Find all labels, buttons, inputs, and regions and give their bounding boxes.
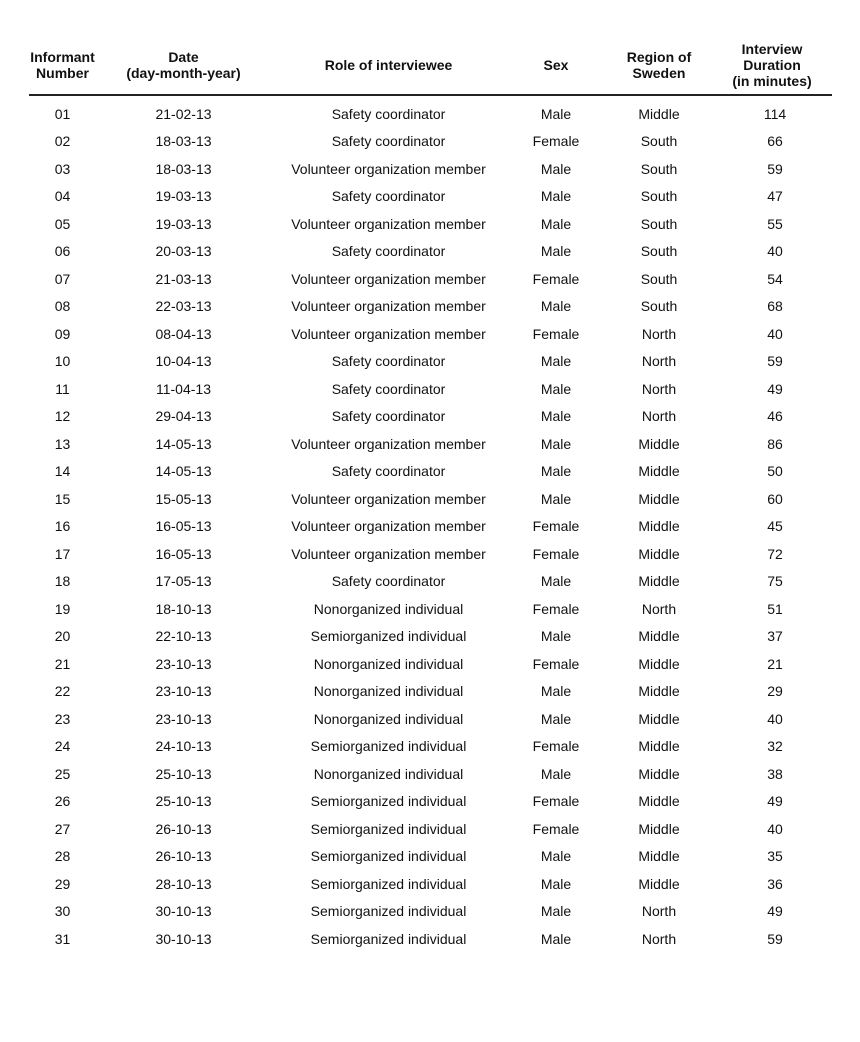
cell-duration: 47 [767, 188, 783, 205]
table-row [29, 843, 832, 871]
cell-duration: 46 [767, 408, 783, 425]
table-row [29, 540, 832, 568]
cell-informant-number: 21 [54, 655, 71, 672]
cell-date: 20-03-13 [155, 243, 212, 260]
cell-role: Safety coordinator [331, 133, 446, 150]
cell-region: Middle [638, 573, 680, 590]
table-row [29, 733, 832, 761]
table-row [29, 925, 832, 953]
cell-role: Safety coordinator [331, 573, 446, 590]
cell-informant-number: 15 [54, 490, 71, 507]
cell-region: South [640, 133, 678, 150]
cell-sex: Male [540, 380, 572, 397]
cell-informant-number: 27 [54, 820, 71, 837]
cell-role: Nonorganized individual [313, 710, 464, 727]
cell-informant-number: 31 [54, 930, 71, 947]
cell-role: Volunteer organization member [291, 545, 486, 562]
informants-table [29, 36, 832, 953]
cell-date: 26-10-13 [155, 848, 212, 865]
cell-informant-number: 10 [54, 353, 71, 370]
cell-duration: 59 [767, 930, 783, 947]
table-row [29, 788, 832, 816]
cell-date: 25-10-13 [155, 765, 212, 782]
cell-duration: 49 [767, 380, 783, 397]
cell-duration: 49 [767, 793, 783, 810]
cell-role: Volunteer organization member [291, 518, 486, 535]
cell-sex: Male [540, 628, 572, 645]
cell-region: South [640, 160, 678, 177]
cell-informant-number: 16 [54, 518, 71, 535]
cell-region: Middle [638, 655, 680, 672]
cell-sex: Male [540, 353, 572, 370]
cell-date: 23-10-13 [155, 710, 212, 727]
cell-duration: 36 [767, 875, 783, 892]
cell-sex: Male [540, 683, 572, 700]
cell-date: 25-10-13 [155, 793, 212, 810]
header-date: Date (day-month-year) [96, 36, 271, 95]
cell-sex: Male [540, 215, 572, 232]
cell-sex: Male [540, 243, 572, 260]
cell-role: Safety coordinator [331, 408, 446, 425]
header-row [29, 36, 832, 95]
table-row [29, 898, 832, 926]
table-row [29, 485, 832, 513]
table-row [29, 155, 832, 183]
cell-region: North [641, 380, 677, 397]
table-body [29, 95, 832, 953]
cell-role: Nonorganized individual [313, 600, 464, 617]
cell-informant-number: 08 [54, 298, 71, 315]
cell-duration: 35 [767, 848, 783, 865]
cell-duration: 66 [767, 133, 783, 150]
table-row [29, 568, 832, 596]
cell-informant-number: 06 [54, 243, 71, 260]
cell-date: 30-10-13 [155, 930, 212, 947]
cell-informant-number: 17 [54, 545, 71, 562]
cell-role: Volunteer organization member [291, 435, 486, 452]
cell-role: Nonorganized individual [313, 655, 464, 672]
cell-role: Semiorganized individual [310, 738, 467, 755]
cell-duration: 40 [767, 243, 783, 260]
cell-informant-number: 26 [54, 793, 71, 810]
table-row [29, 128, 832, 156]
table-header [29, 36, 832, 95]
cell-informant-number: 05 [54, 215, 71, 232]
cell-date: 15-05-13 [155, 490, 212, 507]
cell-duration: 54 [767, 270, 783, 287]
cell-informant-number: 30 [54, 903, 71, 920]
cell-region: Middle [638, 105, 680, 122]
table-row [29, 705, 832, 733]
cell-date: 24-10-13 [155, 738, 212, 755]
cell-date: 30-10-13 [155, 903, 212, 920]
cell-date: 14-05-13 [155, 463, 212, 480]
cell-region: South [640, 188, 678, 205]
cell-duration: 21 [767, 655, 783, 672]
table-row [29, 815, 832, 843]
cell-sex: Female [532, 545, 580, 562]
cell-role: Volunteer organization member [291, 325, 486, 342]
cell-role: Safety coordinator [331, 463, 446, 480]
cell-role: Volunteer organization member [291, 270, 486, 287]
table-row [29, 183, 832, 211]
cell-informant-number: 25 [54, 765, 71, 782]
cell-region: Middle [638, 793, 680, 810]
cell-date: 14-05-13 [155, 435, 212, 452]
cell-informant-number: 09 [54, 325, 71, 342]
header-duration: Interview Duration (in minutes) [712, 36, 832, 95]
header-informant-number: Informant Number [29, 36, 96, 95]
cell-duration: 40 [767, 325, 783, 342]
cell-sex: Male [540, 710, 572, 727]
cell-duration: 72 [767, 545, 783, 562]
cell-region: North [641, 600, 677, 617]
cell-date: 18-03-13 [155, 133, 212, 150]
cell-sex: Male [540, 875, 572, 892]
header-region: Region of Sweden [606, 36, 712, 95]
cell-region: Middle [638, 875, 680, 892]
cell-informant-number: 20 [54, 628, 71, 645]
cell-sex: Male [540, 903, 572, 920]
table-row [29, 650, 832, 678]
table-row [29, 265, 832, 293]
cell-region: Middle [638, 683, 680, 700]
cell-region: Middle [638, 490, 680, 507]
cell-date: 23-10-13 [155, 683, 212, 700]
cell-date: 28-10-13 [155, 875, 212, 892]
cell-duration: 32 [767, 738, 783, 755]
cell-duration: 59 [767, 160, 783, 177]
cell-date: 16-05-13 [155, 518, 212, 535]
table-row [29, 458, 832, 486]
cell-date: 10-04-13 [155, 353, 212, 370]
cell-duration: 50 [767, 463, 783, 480]
cell-region: South [640, 215, 678, 232]
cell-role: Semiorganized individual [310, 793, 467, 810]
cell-duration: 114 [763, 105, 787, 122]
header-role: Role of interviewee [271, 36, 506, 95]
cell-region: South [640, 270, 678, 287]
cell-duration: 49 [767, 903, 783, 920]
cell-informant-number: 14 [54, 463, 71, 480]
cell-role: Semiorganized individual [310, 930, 467, 947]
cell-duration: 75 [767, 573, 783, 590]
cell-region: Middle [638, 435, 680, 452]
cell-region: Middle [638, 710, 680, 727]
cell-role: Nonorganized individual [313, 683, 464, 700]
cell-role: Volunteer organization member [291, 215, 486, 232]
cell-informant-number: 29 [54, 875, 71, 892]
table-row [29, 348, 832, 376]
cell-region: Middle [638, 738, 680, 755]
cell-sex: Female [532, 518, 580, 535]
cell-role: Volunteer organization member [291, 160, 486, 177]
table-row [29, 210, 832, 238]
cell-sex: Female [532, 793, 580, 810]
cell-date: 19-03-13 [155, 215, 212, 232]
cell-duration: 29 [767, 683, 783, 700]
cell-duration: 40 [767, 710, 783, 727]
cell-sex: Male [540, 435, 572, 452]
cell-region: Middle [638, 765, 680, 782]
cell-date: 22-03-13 [155, 298, 212, 315]
cell-sex: Male [540, 573, 572, 590]
cell-region: North [641, 408, 677, 425]
cell-role: Semiorganized individual [310, 903, 467, 920]
cell-sex: Male [540, 298, 572, 315]
cell-date: 29-04-13 [155, 408, 212, 425]
cell-duration: 45 [767, 518, 783, 535]
cell-sex: Male [540, 765, 572, 782]
cell-role: Nonorganized individual [313, 765, 464, 782]
cell-region: North [641, 353, 677, 370]
cell-region: Middle [638, 628, 680, 645]
table-row [29, 320, 832, 348]
cell-duration: 60 [767, 490, 783, 507]
cell-role: Safety coordinator [331, 353, 446, 370]
cell-role: Semiorganized individual [310, 628, 467, 645]
cell-date: 19-03-13 [155, 188, 212, 205]
cell-date: 08-04-13 [155, 325, 212, 342]
cell-sex: Female [532, 655, 580, 672]
cell-role: Volunteer organization member [291, 490, 486, 507]
cell-region: Middle [638, 545, 680, 562]
cell-informant-number: 13 [54, 435, 71, 452]
cell-sex: Male [540, 930, 572, 947]
cell-sex: Male [540, 105, 572, 122]
cell-informant-number: 22 [54, 683, 71, 700]
cell-region: Middle [638, 463, 680, 480]
cell-date: 11-04-13 [155, 380, 211, 397]
cell-date: 26-10-13 [155, 820, 212, 837]
cell-duration: 37 [767, 628, 783, 645]
cell-duration: 86 [767, 435, 783, 452]
cell-date: 21-02-13 [155, 105, 212, 122]
cell-region: Middle [638, 848, 680, 865]
cell-informant-number: 07 [54, 270, 71, 287]
cell-informant-number: 11 [55, 380, 70, 397]
table-row [29, 870, 832, 898]
cell-duration: 55 [767, 215, 783, 232]
cell-role: Semiorganized individual [310, 875, 467, 892]
cell-role: Semiorganized individual [310, 848, 467, 865]
cell-region: North [641, 930, 677, 947]
table-row [29, 375, 832, 403]
cell-role: Safety coordinator [331, 105, 446, 122]
cell-date: 21-03-13 [155, 270, 212, 287]
cell-role: Safety coordinator [331, 188, 446, 205]
table-row [29, 430, 832, 458]
table-row [29, 623, 832, 651]
table-row [29, 95, 832, 128]
cell-region: Middle [638, 518, 680, 535]
table-row [29, 513, 832, 541]
cell-duration: 40 [767, 820, 783, 837]
table-row [29, 238, 832, 266]
cell-duration: 51 [767, 600, 783, 617]
cell-date: 18-03-13 [155, 160, 212, 177]
cell-sex: Male [540, 160, 572, 177]
cell-role: Semiorganized individual [310, 820, 467, 837]
cell-region: South [640, 298, 678, 315]
cell-date: 18-10-13 [155, 600, 212, 617]
cell-informant-number: 04 [54, 188, 71, 205]
cell-region: Middle [638, 820, 680, 837]
cell-informant-number: 23 [54, 710, 71, 727]
table-row [29, 403, 832, 431]
cell-sex: Female [532, 820, 580, 837]
table-row [29, 595, 832, 623]
cell-informant-number: 12 [54, 408, 71, 425]
cell-informant-number: 01 [54, 105, 71, 122]
cell-role: Safety coordinator [331, 380, 446, 397]
cell-role: Volunteer organization member [291, 298, 486, 315]
cell-sex: Female [532, 600, 580, 617]
cell-sex: Male [540, 848, 572, 865]
cell-sex: Male [540, 188, 572, 205]
cell-date: 17-05-13 [155, 573, 212, 590]
cell-duration: 59 [767, 353, 783, 370]
cell-date: 22-10-13 [155, 628, 212, 645]
cell-date: 16-05-13 [155, 545, 212, 562]
table-row [29, 678, 832, 706]
cell-informant-number: 03 [54, 160, 71, 177]
cell-informant-number: 02 [54, 133, 71, 150]
table-row [29, 293, 832, 321]
cell-informant-number: 18 [54, 573, 71, 590]
cell-sex: Male [540, 490, 572, 507]
cell-duration: 38 [767, 765, 783, 782]
cell-role: Safety coordinator [331, 243, 446, 260]
cell-informant-number: 24 [54, 738, 71, 755]
header-sex: Sex [506, 36, 606, 95]
cell-date: 23-10-13 [155, 655, 212, 672]
cell-informant-number: 28 [54, 848, 71, 865]
cell-region: South [640, 243, 678, 260]
cell-duration: 68 [767, 298, 783, 315]
cell-region: North [641, 325, 677, 342]
cell-sex: Male [540, 408, 572, 425]
cell-sex: Female [532, 738, 580, 755]
cell-sex: Male [540, 463, 572, 480]
table-row [29, 760, 832, 788]
cell-sex: Female [532, 133, 580, 150]
cell-sex: Female [532, 325, 580, 342]
cell-informant-number: 19 [54, 600, 71, 617]
cell-sex: Female [532, 270, 580, 287]
cell-region: North [641, 903, 677, 920]
